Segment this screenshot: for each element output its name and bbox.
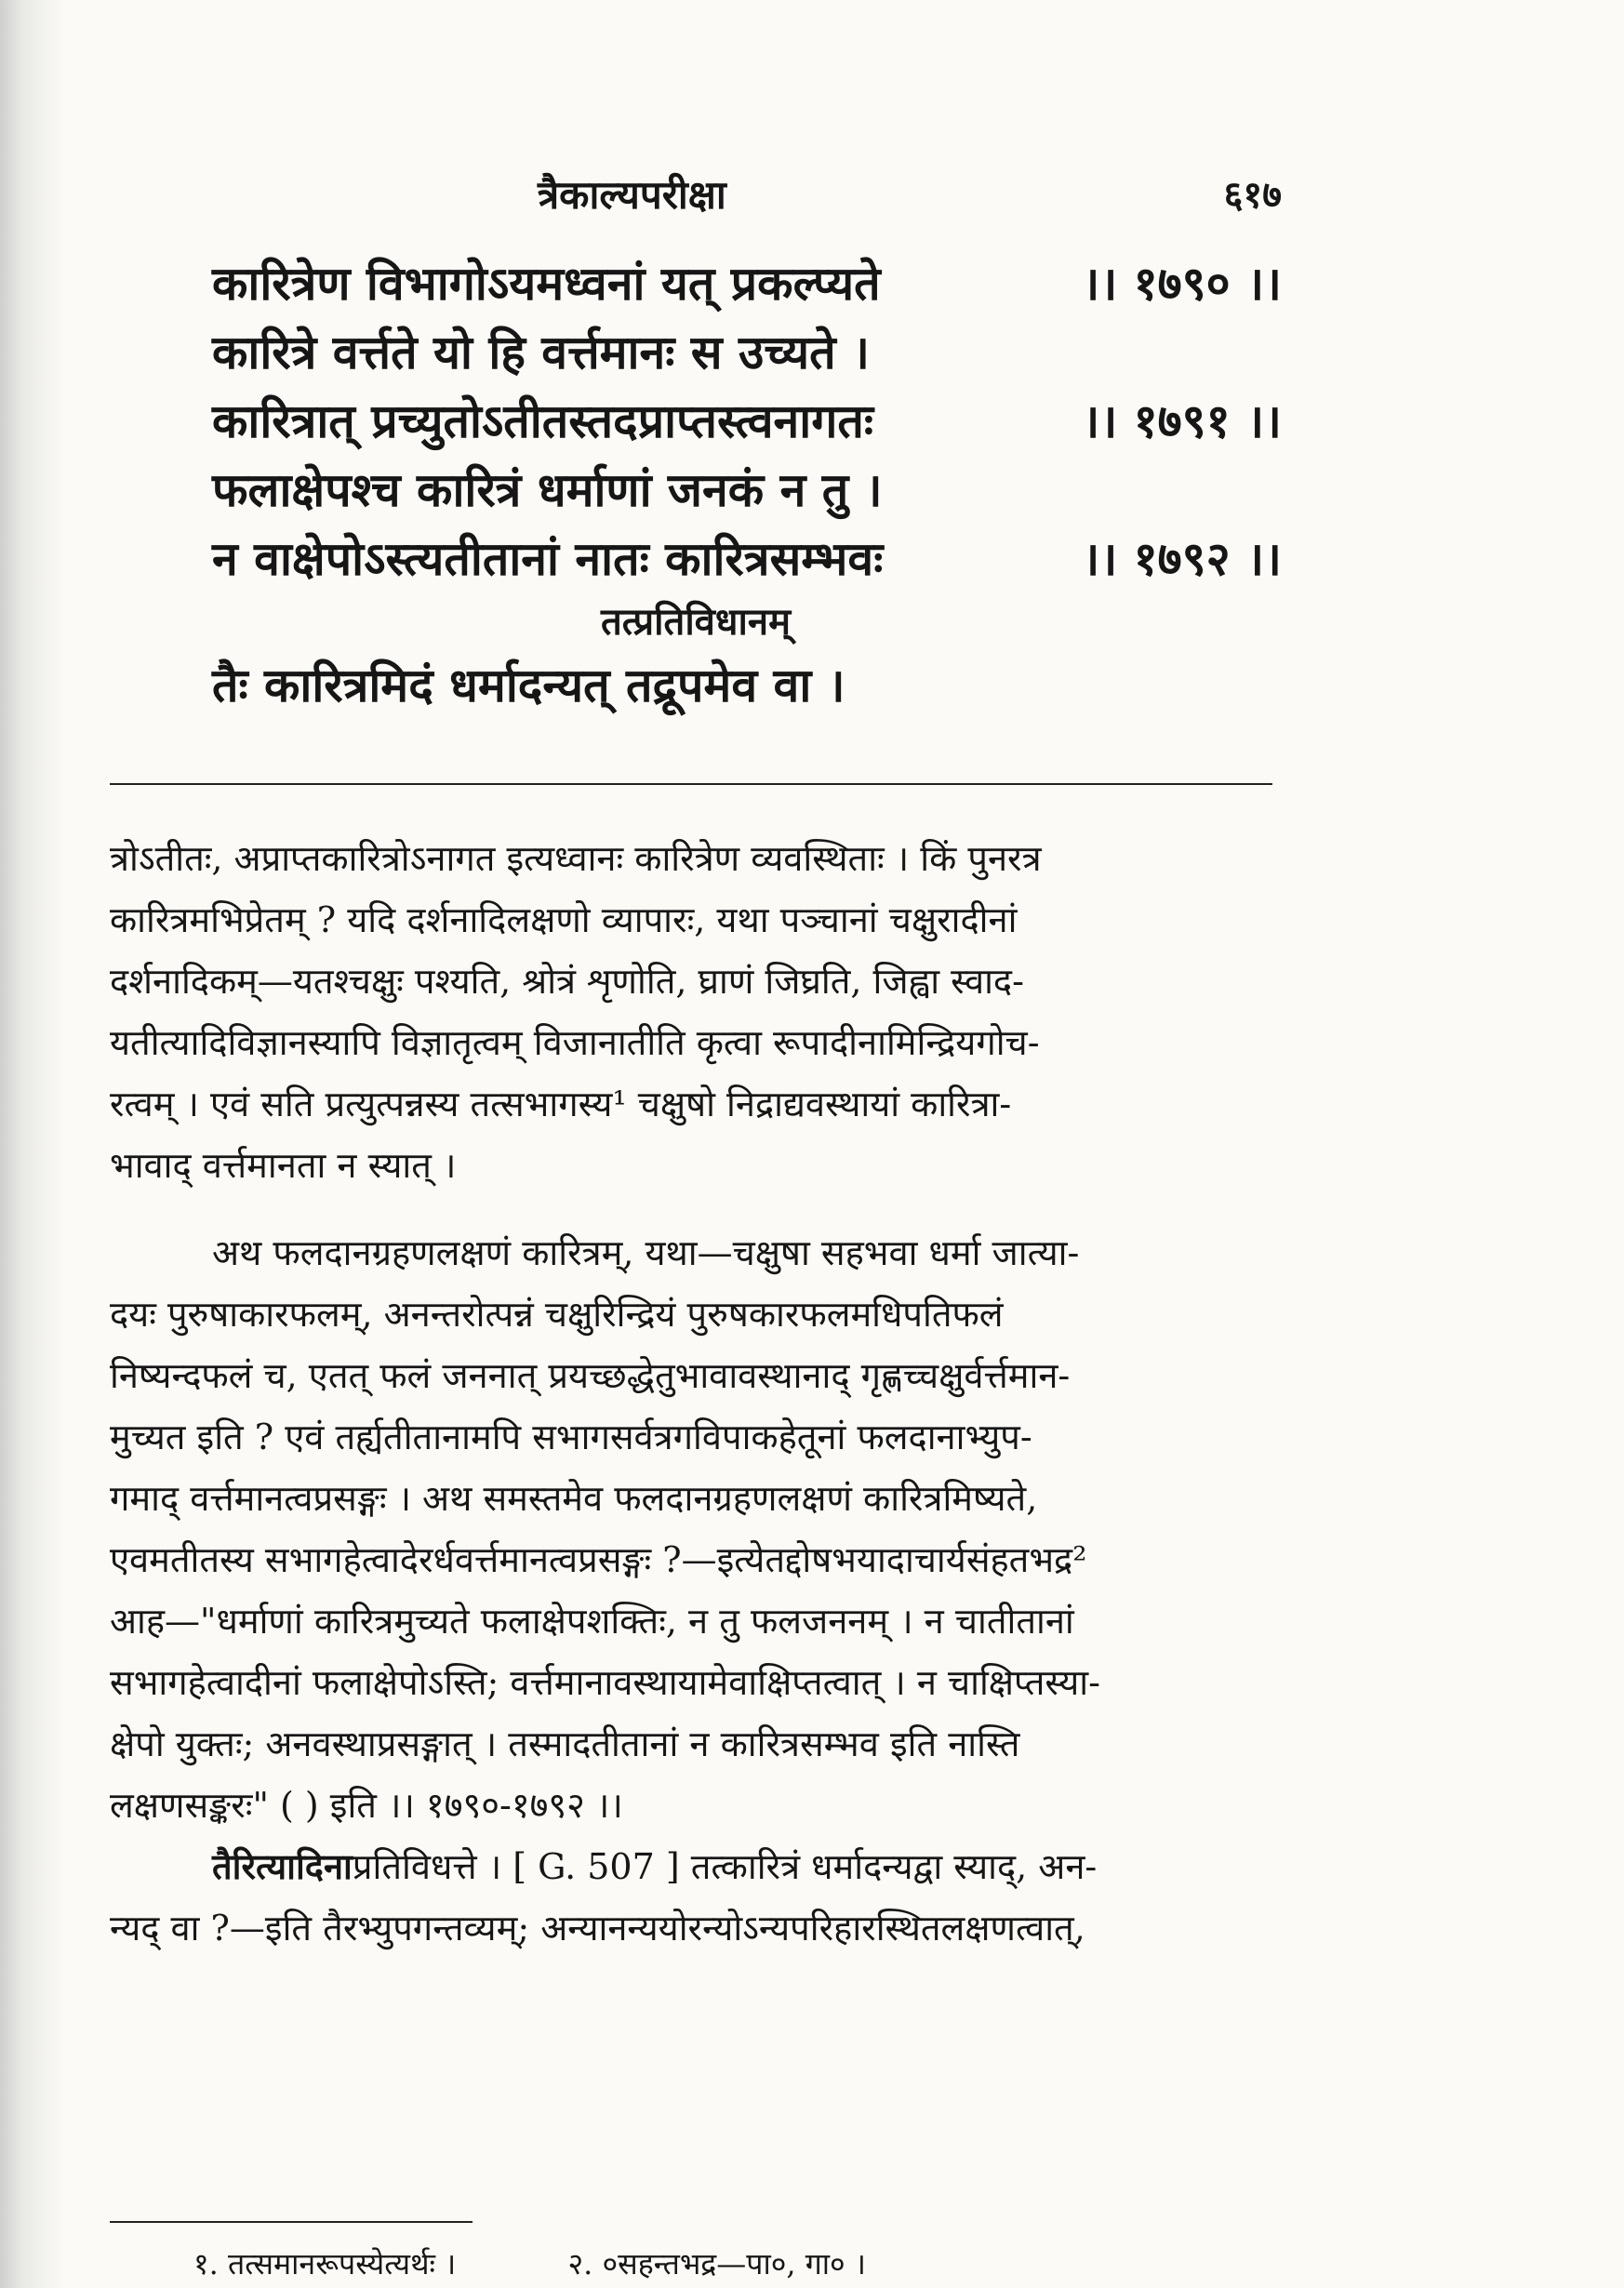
verse-line xyxy=(110,456,1282,525)
running-title: त्रैकाल्यपरीक्षा xyxy=(538,172,726,218)
commentary-line: दयः पुरुषाकारफलम्, अनन्तरोत्पन्नं चक्षुरिन्द्रियं पुरुषकारफलमधिपतिफलं xyxy=(110,1294,1004,1335)
verse-line xyxy=(110,387,1282,456)
scanned-page-edge xyxy=(0,0,65,2288)
verse-number: ।। १७९० ।। xyxy=(1082,256,1282,311)
commentary-line: आह—"धर्माणां कारित्रमुच्यते फलाक्षेपशक्तिः, न तु फलजननम् । न चातीतानां xyxy=(110,1601,1074,1642)
verse-block xyxy=(110,249,1282,720)
footnote: १. तत्समानरूपस्येत्यर्थः । xyxy=(193,2246,457,2281)
commentary-line: अथ फलदानग्रहणलक्षणं कारित्रम्, यथा—चक्षुषा सहभवा धर्मा जात्या- xyxy=(212,1232,1080,1273)
commentary-line: न्यद् वा ?—इति तैरभ्युपगन्तव्यम्; अन्यानन्ययोरन्योऽन्यपरिहारस्थितलक्षणत्वात्, xyxy=(110,1908,1085,1949)
commentary-line: यतीत्यादिविज्ञानस्यापि विज्ञातृत्वम् विजानातीति कृत्वा रूपादीनामिन्द्रियगोच- xyxy=(110,1022,1040,1063)
book-page xyxy=(110,140,1282,2281)
commentary-line: सभागहेत्वादीनां फलाक्षेपोऽस्ति; वर्त्तमानावस्थायामेवाक्षिप्तत्वात् । न चाक्षिप्तस्या- xyxy=(110,1662,1100,1703)
footnote: २. ०सहन्तभद्र—पा०, गा० । xyxy=(567,2246,866,2281)
verse-number: ।। १७९२ ।। xyxy=(1082,531,1282,586)
commentary-line xyxy=(110,1836,1282,1897)
verse-line xyxy=(110,318,1282,387)
commentary-line: एवमतीतस्य सभागहेत्वादेरर्धवर्त्तमानत्वप्रसङ्गः ?—इत्येतद्दोषभयादाचार्यसंहतभद्र² xyxy=(110,1539,1087,1580)
divider-rule xyxy=(110,783,1272,785)
verse-line xyxy=(110,651,1282,720)
commentary xyxy=(110,828,1282,1959)
paragraph-gap xyxy=(110,1196,1282,1222)
page-number: ६१७ xyxy=(1223,173,1282,217)
commentary-line: त्रोऽतीतः, अप्राप्तकारित्रोऽनागत इत्यध्वानः कारित्रेण व्यवस्थिताः । किं पुनरत्र xyxy=(110,838,1042,879)
footnotes xyxy=(193,2243,968,2283)
verse-text: तैः कारित्रमिदं धर्मादन्यत् तद्रूपमेव वा । xyxy=(212,658,845,712)
commentary-line: भावाद् वर्त्तमानता न स्यात् । xyxy=(110,1145,457,1186)
commentary-line: निष्यन्दफलं च, एतत् फलं जननात् प्रयच्छद्धेतुभावावस्थानाद् गृह्णच्चक्षुर्वर्त्तमान- xyxy=(110,1355,1071,1396)
verse-line xyxy=(110,525,1282,593)
commentary-line: मुच्यत इति ? एवं तर्ह्यतीतानामपि सभागसर्वत्रगविपाकहेतूनां फलदानाभ्युप- xyxy=(110,1417,1032,1457)
verse-line xyxy=(110,249,1282,318)
verse-text: कारित्रे वर्त्तते यो हि वर्त्तमानः स उच्यते । xyxy=(212,325,870,379)
commentary-line: गमाद् वर्त्तमानत्वप्रसङ्गः । अथ समस्तमेव फलदानग्रहणलक्षणं कारित्रमिष्यते, xyxy=(110,1478,1038,1519)
verse-text: कारित्रेण विभागोऽयमध्वनां यत् प्रकल्प्यते xyxy=(212,256,881,311)
verse-text: कारित्रात् प्रच्युतोऽतीतस्तदप्राप्तस्त्वनागतः xyxy=(212,393,873,448)
commentary-line: लक्षणसङ्करः" ( ) इति ।। १७९०-१७९२ ।। xyxy=(110,1785,623,1826)
verse-text: न वाक्षेपोऽस्त्यतीतानां नातः कारित्रसम्भवः xyxy=(212,531,884,586)
footnote-rule xyxy=(110,2221,473,2223)
section-title: तत्प्रतिविधानम् xyxy=(601,600,791,644)
page-header xyxy=(110,167,1282,223)
commentary-line: रत्वम् । एवं सति प्रत्युत्पन्नस्य तत्सभागस्य¹ चक्षुषो निद्राद्यवस्थायां कारित्रा- xyxy=(110,1084,1012,1124)
commentary-line: दर्शनादिकम्—यतश्चक्षुः पश्यति, श्रोत्रं शृणोति, घ्राणं जिघ्रति, जिह्वा स्वाद- xyxy=(110,961,1024,1002)
verse-text: फलाक्षेपश्च कारित्रं धर्माणां जनकं न तु । xyxy=(212,462,883,517)
commentary-line: कारित्रमभिप्रेतम् ? यदि दर्शनादिलक्षणो व्यापारः, यथा पञ्चानां चक्षुरादीनां xyxy=(110,899,1018,940)
para-text: प्रतिविधत्ते । [ G. 507 ] तत्कारित्रं धर्मादन्यद्वा स्याद्, अन- xyxy=(352,1846,1098,1887)
para-lead-word: तैरित्यादिना xyxy=(212,1845,353,1887)
verse-number: ।। १७९१ ।। xyxy=(1082,393,1282,448)
commentary-line: क्षेपो युक्तः; अनवस्थाप्रसङ्गात् । तस्मादतीतानां न कारित्रसम्भव इति नास्ति xyxy=(110,1723,1020,1764)
